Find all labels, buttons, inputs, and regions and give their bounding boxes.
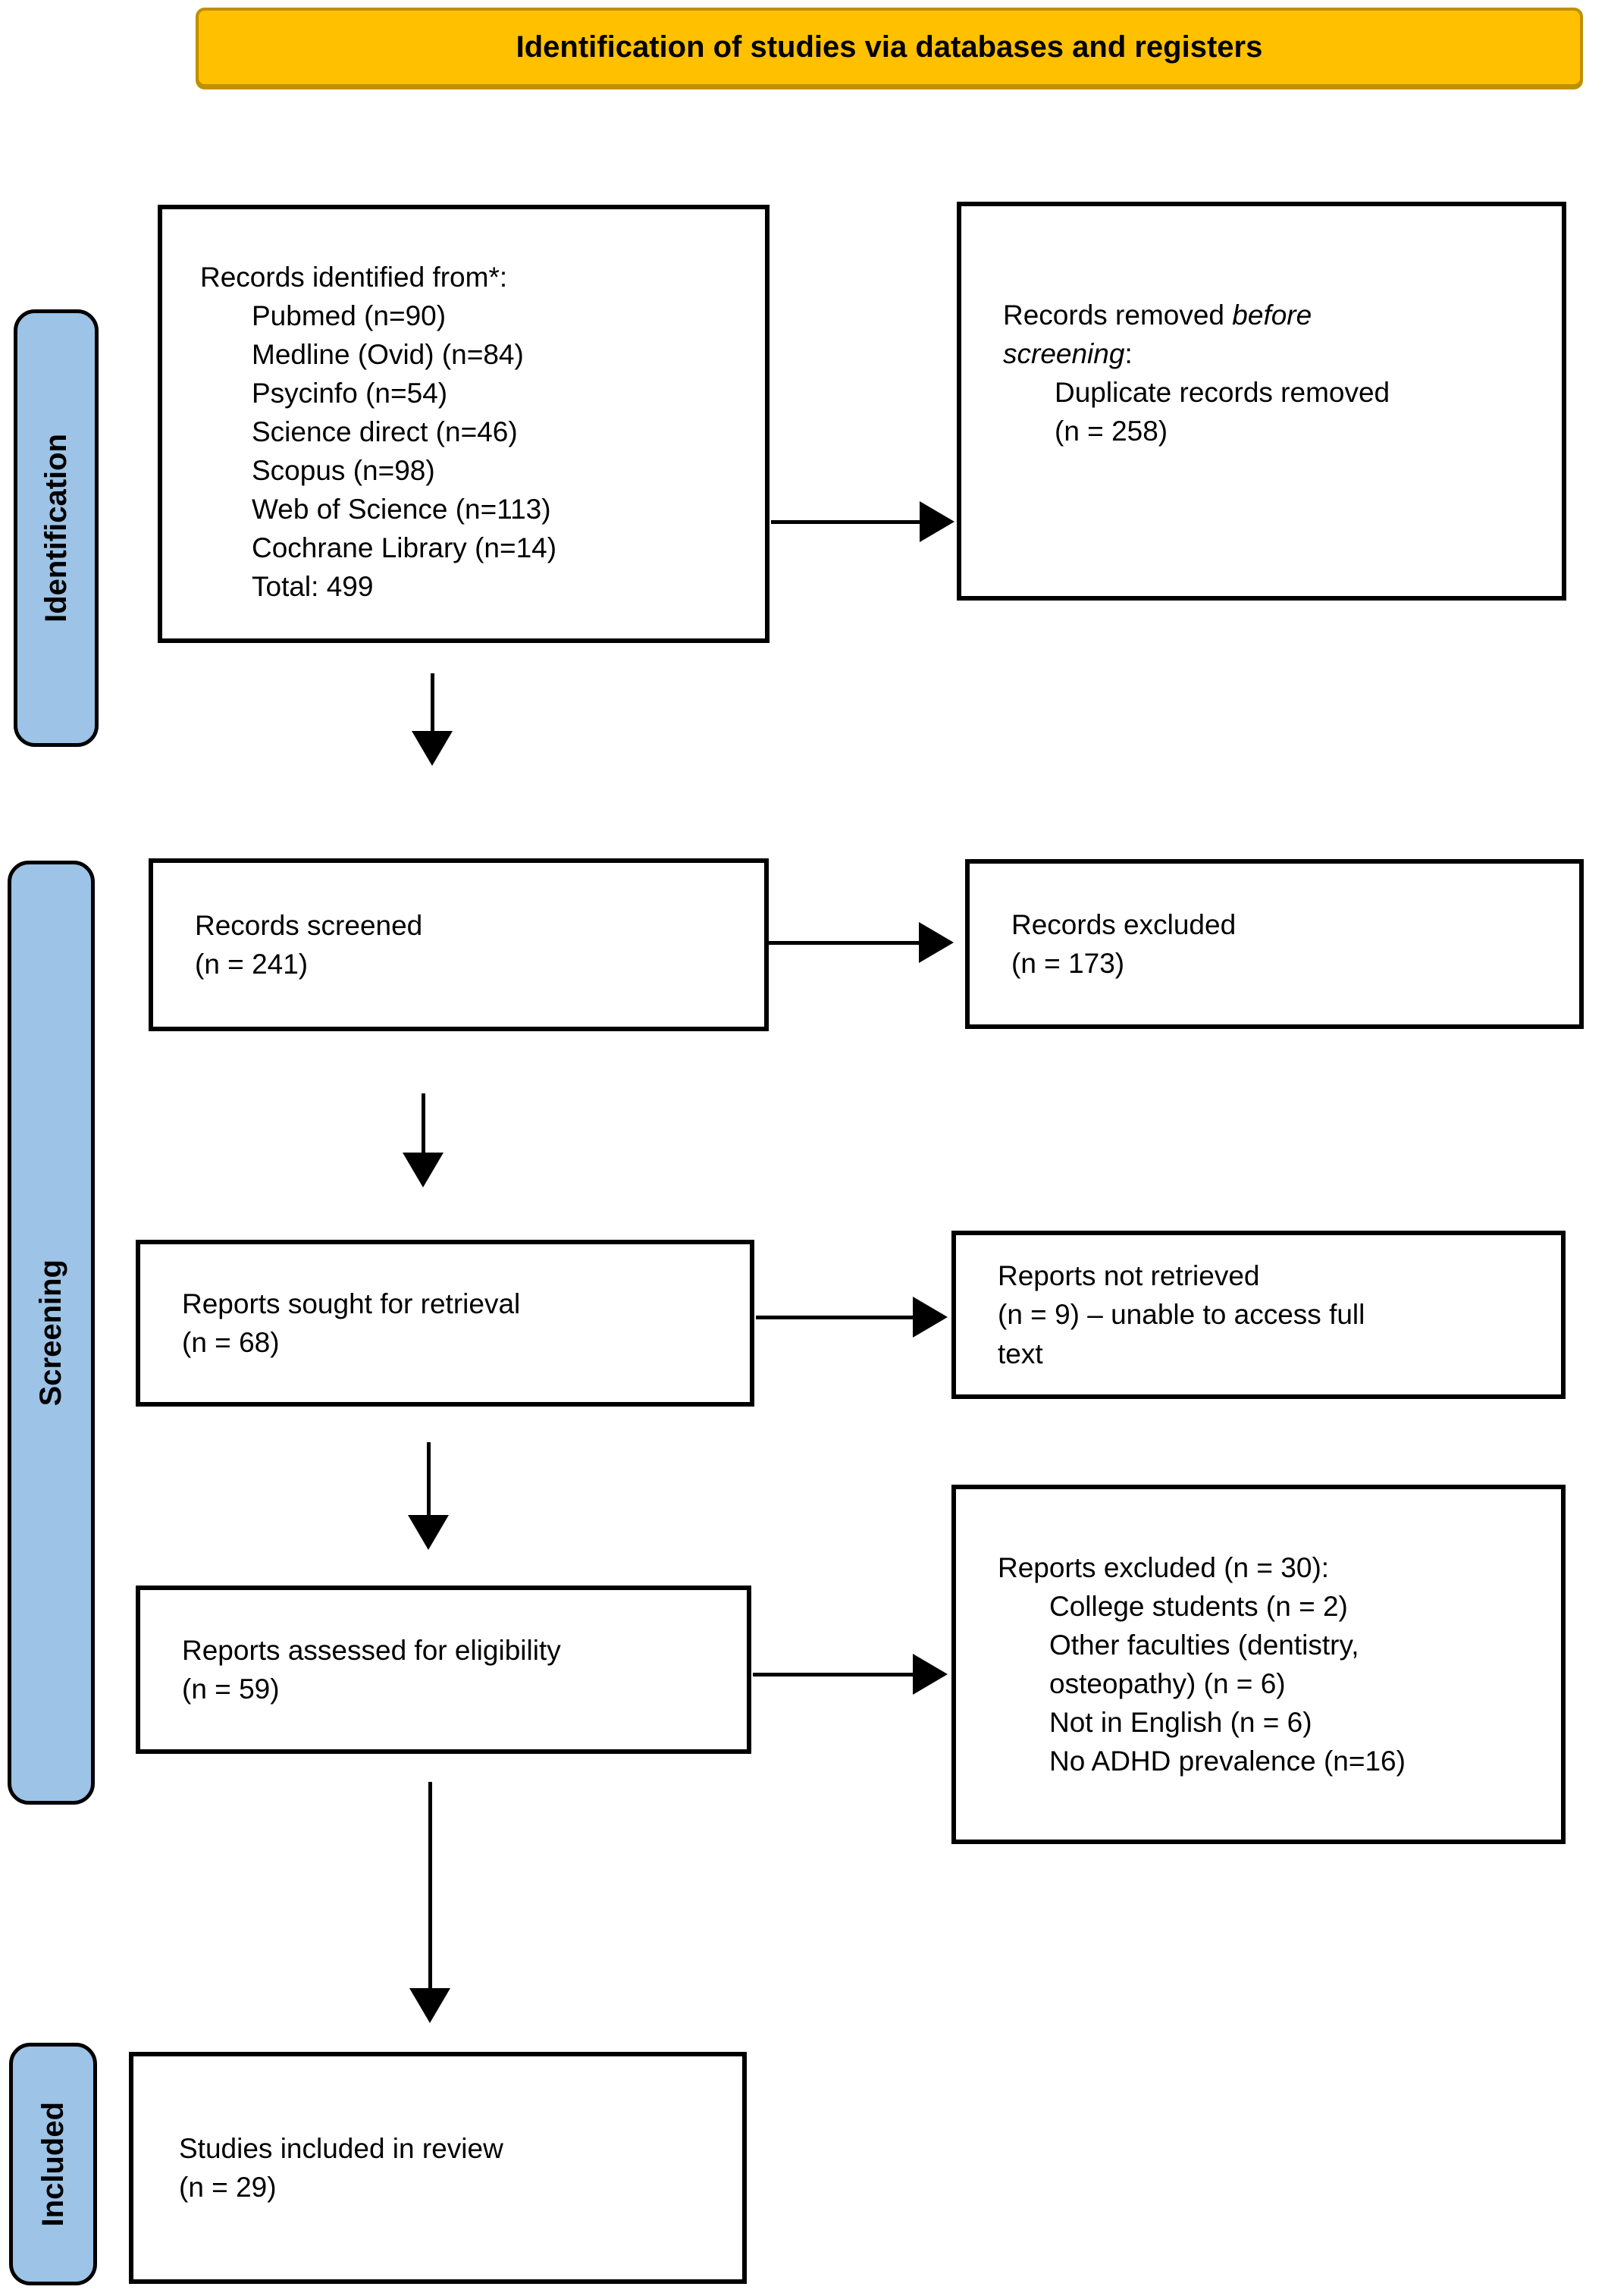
stage-label-screening-text: Screening <box>34 1259 67 1407</box>
arrow-head-right-icon <box>913 1654 948 1695</box>
stage-label-identification <box>14 309 99 747</box>
stage-label-screening <box>8 861 95 1805</box>
reports-sought-line1: Reports sought for retrieval <box>182 1288 521 1319</box>
reports-assessed-count: (n = 59) <box>182 1673 280 1705</box>
arrow-line <box>768 941 919 945</box>
records-removed-heading-italic: before screening <box>1003 300 1312 370</box>
box-records-removed <box>957 202 1566 601</box>
arrow-head-right-icon <box>913 1297 948 1338</box>
database-item: Web of Science (n=113) <box>252 494 551 525</box>
arrow-head-down-icon <box>409 1988 450 2023</box>
records-removed-heading <box>1003 296 1397 373</box>
page-title: Identification of studies via databases and registers <box>516 30 1263 64</box>
removed-item-count: (n = 258) <box>1055 416 1168 447</box>
database-item: Science direct (n=46) <box>252 416 518 448</box>
arrow-line <box>428 1782 432 1988</box>
database-item: Psycinfo (n=54) <box>252 378 448 409</box>
box-reports-not-retrieved <box>951 1231 1566 1399</box>
box-reports-sought <box>136 1240 754 1407</box>
records-excluded-count: (n = 173) <box>1011 948 1125 979</box>
arrow-head-down-icon <box>412 731 453 766</box>
database-item: Cochrane Library (n=14) <box>252 532 557 564</box>
exclusion-reason: College students (n = 2) <box>1049 1590 1348 1622</box>
database-item: Pubmed (n=90) <box>252 300 447 332</box>
stage-label-identification-text: Identification <box>39 434 73 623</box>
arrow-line <box>427 1442 431 1515</box>
records-removed-heading-suffix: : <box>1124 338 1133 370</box>
reports-excluded-heading: Reports excluded (n = 30): <box>998 1551 1330 1583</box>
arrow-head-right-icon <box>920 501 954 542</box>
records-identified-heading: Records identified from*: <box>200 262 508 293</box>
database-item: Scopus (n=98) <box>252 455 435 487</box>
reports-not-retrieved-line2: (n = 9) – unable to access full text <box>998 1299 1365 1369</box>
reports-assessed-line1: Reports assessed for eligibility <box>182 1634 561 1666</box>
arrow-line <box>756 1316 913 1319</box>
database-item: Medline (Ovid) (n=84) <box>252 339 524 371</box>
reports-excluded-items <box>998 1587 1561 1780</box>
studies-included-count: (n = 29) <box>179 2172 277 2203</box>
exclusion-reason: No ADHD prevalence (n=16) <box>1049 1746 1406 1777</box>
box-reports-excluded <box>951 1485 1566 1844</box>
records-excluded-line1: Records excluded <box>1011 908 1237 940</box>
records-identified-items <box>200 296 742 606</box>
records-screened-line1: Records screened <box>195 909 423 941</box>
stage-label-included-text: Included <box>36 2101 70 2227</box>
reports-not-retrieved-line1: Reports not retrieved <box>998 1260 1260 1292</box>
records-screened-count: (n = 241) <box>195 949 309 980</box>
box-records-identified <box>158 205 770 643</box>
database-total: Total: 499 <box>252 571 374 603</box>
box-records-screened <box>149 858 769 1031</box>
arrow-head-down-icon <box>403 1153 444 1187</box>
arrow-line <box>422 1093 425 1153</box>
studies-included-line1: Studies included in review <box>179 2132 503 2164</box>
reports-sought-count: (n = 68) <box>182 1327 280 1358</box>
arrow-head-down-icon <box>408 1515 449 1550</box>
exclusion-reason: Not in English (n = 6) <box>1049 1707 1312 1739</box>
removed-item: Duplicate records removed <box>1055 377 1390 409</box>
arrow-line <box>753 1673 913 1677</box>
stage-label-included <box>9 2043 97 2285</box>
arrow-line <box>431 673 434 731</box>
box-reports-assessed <box>136 1586 751 1754</box>
box-studies-included <box>129 2052 747 2284</box>
records-removed-items <box>1003 373 1539 450</box>
title-banner <box>196 8 1583 87</box>
arrow-head-right-icon <box>919 922 954 963</box>
exclusion-reason: Other faculties (dentistry, osteopathy) (n = 6) <box>1049 1629 1359 1699</box>
arrow-line <box>771 520 920 524</box>
box-records-excluded <box>965 859 1584 1029</box>
records-removed-heading-prefix: Records removed <box>1003 300 1233 331</box>
